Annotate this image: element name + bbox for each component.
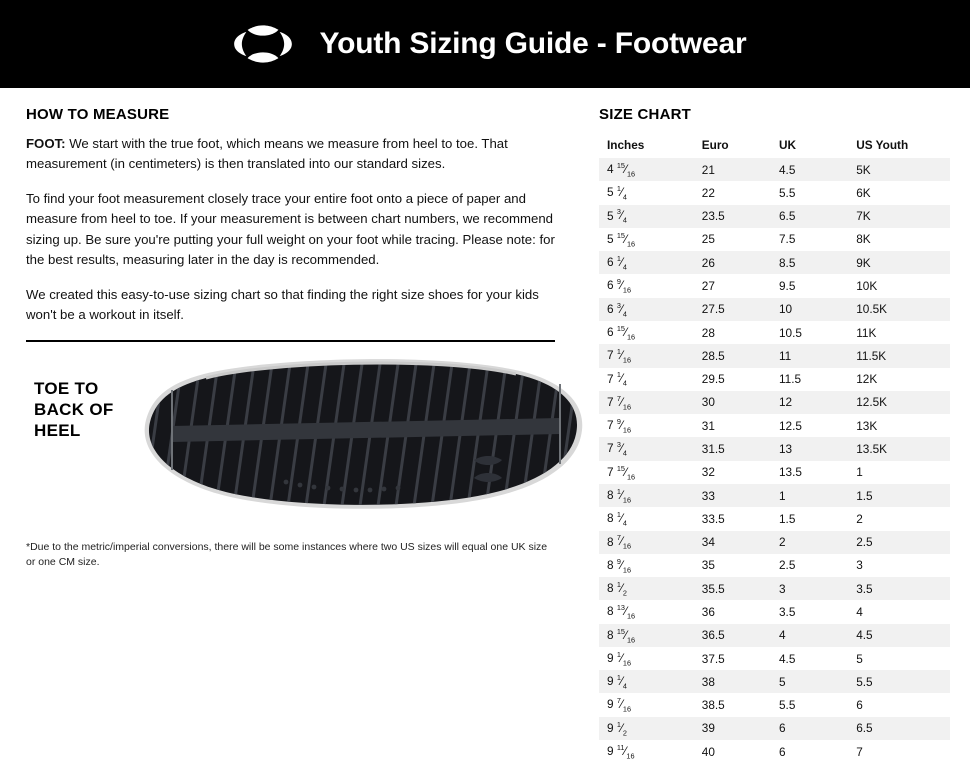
cell-euro: 29.5: [694, 368, 771, 391]
cell-us-youth: 7: [848, 740, 950, 763]
cell-us-youth: 4: [848, 600, 950, 623]
cell-us-youth: 2.5: [848, 531, 950, 554]
table-row: [599, 298, 950, 321]
cell-inches: 5 $^{15}⁄_{16}$: [599, 228, 694, 251]
table-row: [599, 368, 950, 391]
size-chart-title: SIZE CHART: [599, 106, 950, 123]
table-row: [599, 600, 950, 623]
cell-uk: 4.5: [771, 647, 848, 670]
page-header: [0, 0, 970, 88]
table-row: [599, 647, 950, 670]
cell-us-youth: 11.5K: [848, 344, 950, 367]
cell-euro: 28: [694, 321, 771, 344]
cell-euro: 38: [694, 670, 771, 693]
cell-inches: 9 $^1⁄_4$: [599, 670, 694, 693]
shoe-sole-icon: [136, 360, 586, 510]
conversion-footnote: *Due to the metric/imperial conversions, there will be some instances where two US sizes will equal one UK size or one CM size.: [26, 540, 555, 572]
toe-label-line-3: HEEL: [34, 420, 114, 441]
cell-us-youth: 13K: [848, 414, 950, 437]
cell-us-youth: 5K: [848, 158, 950, 182]
cell-inches: 5 $^3⁄_4$: [599, 205, 694, 228]
cell-euro: 30: [694, 391, 771, 414]
cell-us-youth: 6K: [848, 181, 950, 204]
table-row: [599, 158, 950, 182]
toe-label-line-1: TOE TO: [34, 378, 114, 399]
cell-uk: 3.5: [771, 600, 848, 623]
how-to-measure-section: [0, 88, 575, 763]
cell-uk: 9.5: [771, 274, 848, 297]
cell-inches: 7 $^1⁄_4$: [599, 368, 694, 391]
cell-us-youth: 6.5: [848, 717, 950, 740]
cell-us-youth: 1.5: [848, 484, 950, 507]
cell-inches: 8 $^1⁄_{16}$: [599, 484, 694, 507]
cell-inches: 6 $^{15}⁄_{16}$: [599, 321, 694, 344]
cell-uk: 6.5: [771, 205, 848, 228]
size-chart-table: [599, 134, 950, 763]
column-header-inches: Inches: [599, 134, 694, 158]
cell-euro: 32: [694, 461, 771, 484]
page-title: Youth Sizing Guide - Footwear: [320, 27, 747, 61]
cell-euro: 28.5: [694, 344, 771, 367]
cell-uk: 7.5: [771, 228, 848, 251]
cell-inches: 4 $^{15}⁄_{16}$: [599, 158, 694, 182]
cell-uk: 10: [771, 298, 848, 321]
cell-inches: 7 $^9⁄_{16}$: [599, 414, 694, 437]
table-header-row: [599, 134, 950, 158]
how-to-measure-paragraph-2: To find your foot measurement closely trace your entire foot onto a piece of paper and measure from heel to toe. If your measurement is between chart numbers, we recommend sizing up. Be sure you're putting your full weight on your foot while tracing. Please note: for the best results, measuring later in the day is recommended.: [26, 189, 555, 271]
cell-euro: 39: [694, 717, 771, 740]
table-row: [599, 437, 950, 460]
cell-euro: 35: [694, 554, 771, 577]
cell-uk: 11: [771, 344, 848, 367]
cell-euro: 38.5: [694, 693, 771, 716]
cell-inches: 9 $^1⁄_2$: [599, 717, 694, 740]
table-row: [599, 693, 950, 716]
cell-us-youth: 10K: [848, 274, 950, 297]
cell-us-youth: 3.5: [848, 577, 950, 600]
cell-inches: 9 $^7⁄_{16}$: [599, 693, 694, 716]
table-row: [599, 531, 950, 554]
toe-to-back-of-heel-label: [34, 378, 114, 442]
cell-uk: 5: [771, 670, 848, 693]
cell-euro: 40: [694, 740, 771, 763]
cell-uk: 4.5: [771, 158, 848, 182]
cell-us-youth: 11K: [848, 321, 950, 344]
cell-us-youth: 9K: [848, 251, 950, 274]
cell-uk: 5.5: [771, 181, 848, 204]
how-to-measure-title: HOW TO MEASURE: [26, 106, 555, 123]
cell-inches: 8 $^1⁄_4$: [599, 507, 694, 530]
table-row: [599, 670, 950, 693]
cell-inches: 9 $^1⁄_{16}$: [599, 647, 694, 670]
cell-inches: 8 $^{13}⁄_{16}$: [599, 600, 694, 623]
cell-euro: 21: [694, 158, 771, 182]
cell-inches: 6 $^3⁄_4$: [599, 298, 694, 321]
cell-inches: 8 $^{15}⁄_{16}$: [599, 624, 694, 647]
cell-euro: 33.5: [694, 507, 771, 530]
table-row: [599, 344, 950, 367]
cell-uk: 1: [771, 484, 848, 507]
cell-inches: 7 $^7⁄_{16}$: [599, 391, 694, 414]
table-row: [599, 554, 950, 577]
column-header-euro: Euro: [694, 134, 771, 158]
cell-us-youth: 13.5K: [848, 437, 950, 460]
table-row: [599, 740, 950, 763]
cell-inches: 8 $^7⁄_{16}$: [599, 531, 694, 554]
cell-euro: 22: [694, 181, 771, 204]
table-row: [599, 507, 950, 530]
cell-uk: 2.5: [771, 554, 848, 577]
page-body: [0, 88, 970, 763]
cell-us-youth: 4.5: [848, 624, 950, 647]
cell-inches: 6 $^1⁄_4$: [599, 251, 694, 274]
cell-uk: 13: [771, 437, 848, 460]
cell-euro: 36.5: [694, 624, 771, 647]
cell-euro: 35.5: [694, 577, 771, 600]
cell-us-youth: 5: [848, 647, 950, 670]
table-row: [599, 461, 950, 484]
cell-euro: 31.5: [694, 437, 771, 460]
cell-us-youth: 5.5: [848, 670, 950, 693]
cell-us-youth: 10.5K: [848, 298, 950, 321]
how-to-measure-paragraph-3: We created this easy-to-use sizing chart so that finding the right size shoes for your kids won't be a workout in itself.: [26, 285, 555, 326]
cell-euro: 27.5: [694, 298, 771, 321]
cell-euro: 37.5: [694, 647, 771, 670]
cell-us-youth: 2: [848, 507, 950, 530]
table-row: [599, 274, 950, 297]
toe-label-line-2: BACK OF: [34, 399, 114, 420]
cell-inches: 7 $^1⁄_{16}$: [599, 344, 694, 367]
cell-euro: 23.5: [694, 205, 771, 228]
foot-label: FOOT:: [26, 136, 66, 151]
cell-uk: 11.5: [771, 368, 848, 391]
cell-inches: 6 $^9⁄_{16}$: [599, 274, 694, 297]
table-row: [599, 717, 950, 740]
cell-us-youth: 1: [848, 461, 950, 484]
column-header-uk: UK: [771, 134, 848, 158]
cell-uk: 8.5: [771, 251, 848, 274]
cell-uk: 12: [771, 391, 848, 414]
cell-uk: 1.5: [771, 507, 848, 530]
cell-euro: 27: [694, 274, 771, 297]
cell-euro: 34: [694, 531, 771, 554]
cell-inches: 8 $^1⁄_2$: [599, 577, 694, 600]
table-row: [599, 228, 950, 251]
table-row: [599, 624, 950, 647]
table-row: [599, 484, 950, 507]
cell-euro: 31: [694, 414, 771, 437]
under-armour-logo: [224, 19, 302, 69]
table-row: [599, 321, 950, 344]
cell-us-youth: 12K: [848, 368, 950, 391]
cell-us-youth: 8K: [848, 228, 950, 251]
cell-inches: 9 $^{11}⁄_{16}$: [599, 740, 694, 763]
column-header-us-youth: US Youth: [848, 134, 950, 158]
how-to-measure-paragraph-1: [26, 134, 555, 175]
foot-text: We start with the true foot, which means we measure from heel to toe. That measurement (in centimeters) is then translated into our standard sizes.: [26, 136, 508, 171]
table-row: [599, 205, 950, 228]
cell-uk: 4: [771, 624, 848, 647]
cell-us-youth: 6: [848, 693, 950, 716]
shoe-illustration-area: [26, 356, 555, 536]
table-row: [599, 414, 950, 437]
size-chart-section: [575, 88, 970, 763]
table-row: [599, 577, 950, 600]
table-row: [599, 251, 950, 274]
cell-uk: 5.5: [771, 693, 848, 716]
cell-inches: 7 $^{15}⁄_{16}$: [599, 461, 694, 484]
cell-us-youth: 12.5K: [848, 391, 950, 414]
table-row: [599, 181, 950, 204]
cell-inches: 5 $^1⁄_4$: [599, 181, 694, 204]
cell-uk: 13.5: [771, 461, 848, 484]
cell-euro: 26: [694, 251, 771, 274]
cell-euro: 36: [694, 600, 771, 623]
cell-uk: 3: [771, 577, 848, 600]
cell-uk: 6: [771, 740, 848, 763]
cell-euro: 33: [694, 484, 771, 507]
cell-uk: 12.5: [771, 414, 848, 437]
cell-uk: 10.5: [771, 321, 848, 344]
cell-us-youth: 3: [848, 554, 950, 577]
divider: [26, 340, 555, 342]
table-row: [599, 391, 950, 414]
cell-inches: 8 $^9⁄_{16}$: [599, 554, 694, 577]
cell-euro: 25: [694, 228, 771, 251]
cell-uk: 2: [771, 531, 848, 554]
cell-uk: 6: [771, 717, 848, 740]
size-chart-body: [599, 158, 950, 763]
cell-us-youth: 7K: [848, 205, 950, 228]
cell-inches: 7 $^3⁄_4$: [599, 437, 694, 460]
